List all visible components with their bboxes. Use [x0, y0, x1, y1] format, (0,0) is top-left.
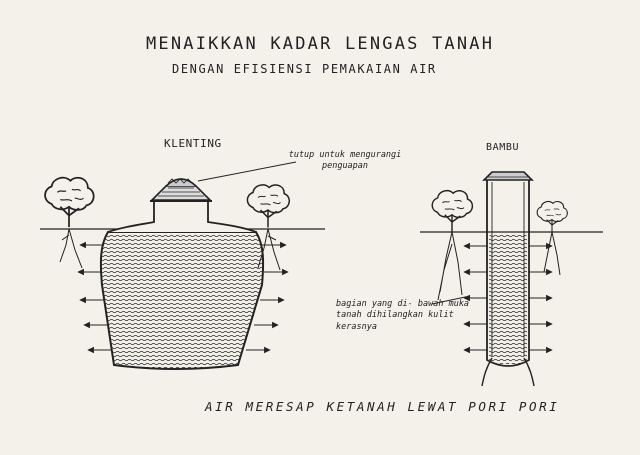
pot-lid	[152, 179, 210, 200]
seepage-arrows-right	[464, 246, 552, 350]
lid-note: tutup untuk mengurangi penguapan	[288, 150, 402, 171]
page-title: MENAIKKAN KADAR LENGAS TANAH	[146, 34, 495, 54]
tree-icon	[432, 191, 472, 300]
klenting-pot	[98, 179, 272, 369]
bambu-label: BAMBU	[486, 142, 520, 153]
water-fill	[98, 235, 272, 369]
tree-icon	[45, 178, 94, 268]
klenting-label: KLENTING	[164, 137, 222, 150]
lid-leader-line	[198, 162, 296, 181]
caption: AIR MERESAP KETANAH LEWAT PORI PORI	[205, 399, 560, 414]
page-subtitle: DENGAN EFISIENSI PEMAKAIAN AIR	[172, 62, 437, 76]
bamboo-note: bagian yang di- bawah muka tanah dihilangkan kulit kerasnya	[336, 299, 470, 332]
tree-icon	[537, 202, 567, 275]
tree-icon	[247, 185, 289, 270]
bamboo-tube	[482, 172, 534, 386]
